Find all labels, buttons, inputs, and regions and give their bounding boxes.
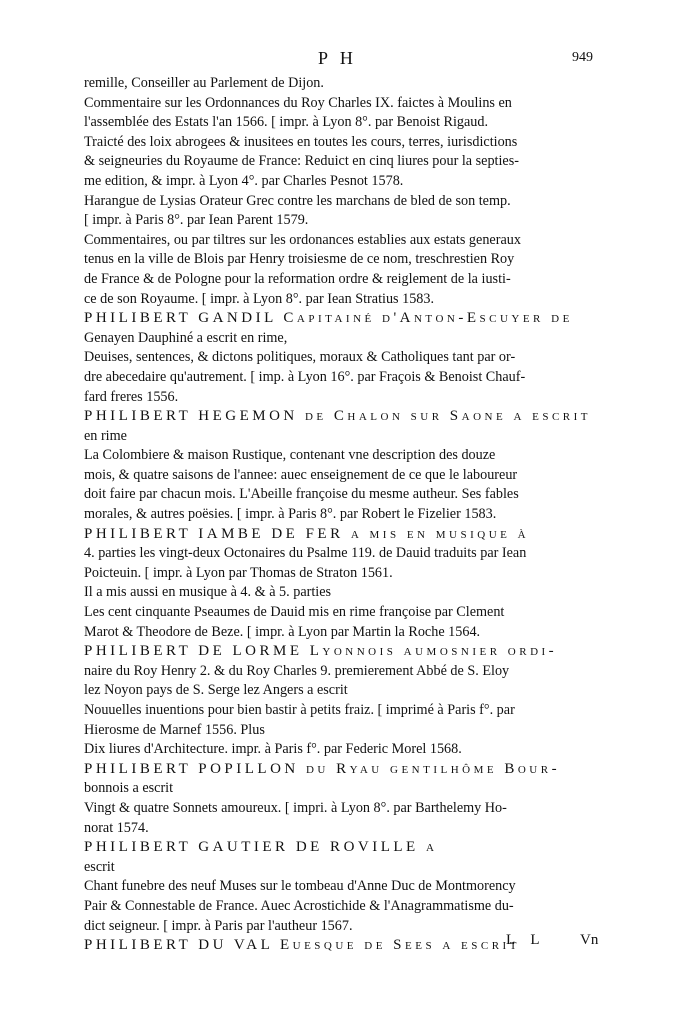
page-footer [0,932,696,956]
catchword: Vn [580,932,599,948]
text-line: norat 1574. [84,819,149,836]
text-line: l'assemblée des Estats l'an 1566. [ impr. à Lyon 8°. par Benoist Rigaud. [84,114,489,131]
text-line: me edition, & impr. à Lyon 4°. par Charles Pesnot 1578. [84,172,404,189]
text-line: Vingt & quatre Sonnets amoureux. [ impri. à Lyon 8°. par Barthelemy Ho- [84,799,507,816]
text-line: Harangue de Lysias Orateur Grec contre les marchans de bled de son temp. [84,192,511,209]
text-line: dict seigneur. [ impr. à Paris par l'autheur 1567. [84,917,353,934]
text-line: mois, & quatre saisons de l'annee: auec enseignement de ce que le laboureur [84,466,518,483]
text-line: & seigneuries du Royaume de France: Reduict en cinq liures pour la septies- [84,153,519,170]
author-entry-line: PHILIBERT GAUTIER DE ROVILLE a [84,839,438,856]
author-entry-line: PHILIBERT HEGEMON de Chalon sur Saone a escrit [84,408,592,425]
text-line: escrit [84,858,115,875]
page-header [0,48,696,72]
text-line: Deuises, sentences, & dictons politiques, moraux & Catholiques tant par or- [84,349,516,366]
text-line: Nouuelles inuentions pour bien bastir à petits fraiz. [ imprimé à Paris f°. par [84,702,515,718]
text-line: [ impr. à Paris 8°. par Iean Parent 1579. [84,212,309,229]
text-line: tenus en la ville de Blois par Henry troisiesme de ce nom, treschrestien Roy [84,251,515,268]
text-line: remille, Conseiller au Parlement de Dijon. [84,75,324,91]
text-line: lez Noyon pays de S. Serge lez Angers a escrit [84,682,348,699]
author-entry-line: PHILIBERT IAMBE DE FER a mis en musique à [84,525,530,542]
text-line: de France & de Pologne pour la reformation ordre & reiglement de la iusti- [84,270,511,287]
text-line: doit faire par chacun mois. L'Abeille françoise du mesme autheur. Ses fables [84,486,519,503]
author-entry-line: PHILIBERT POPILLON du Ryau gentilhôme Bour- [84,760,561,777]
author-entry-line: PHILIBERT DU VAL Euesque de Sees a escrit [84,937,520,954]
text-line: bonnois a escrit [84,780,174,797]
text-block [84,74,616,956]
text-line: Commentaire sur les Ordonnances du Roy Charles IX. faictes à Moulins en [84,94,512,111]
text-line: Chant funebre des neuf Muses sur le tombeau d'Anne Duc de Montmorency [84,878,516,895]
text-line: 4. parties les vingt-deux Octonaires du Psalme 119. de Dauid traduits par Iean [84,545,527,562]
text-line: La Colombiere & maison Rustique, contenant vne description des douze [84,447,496,464]
text-line: morales, & autres poësies. [ impr. à Paris 8°. par Robert le Fizelier 1583. [84,506,497,523]
author-entry-line: PHILIBERT DE LORME Lyonnois aumosnier ordi- [84,643,558,660]
text-line: Pair & Connestable de France. Auec Acrostichide & l'Anagrammatisme du- [84,897,514,914]
text-line: en rime [84,427,127,444]
text-line: Marot & Theodore de Beze. [ impr. à Lyon par Martin la Roche 1564. [84,623,481,640]
text-line: naire du Roy Henry 2. & du Roy Charles 9. premierement Abbé de S. Eloy [84,662,510,679]
author-entry-line: PHILIBERT GANDIL Capitainé d'Anton-Escuyer de [84,310,573,327]
text-line: Traicté des loix abrogees & inusitees en toutes les cours, terres, iurisdictions [84,133,518,150]
page-number: 949 [572,50,593,65]
signature-mark: L L [506,932,546,948]
text-line: Commentaires, ou par tiltres sur les ordonances establies aux estats generaux [84,231,521,248]
text-line: Genayen Dauphiné a escrit en rime, [84,329,288,346]
text-line: fard freres 1556. [84,388,179,405]
text-line: Hierosme de Marnef 1556. Plus [84,721,265,738]
running-title: P H [318,48,357,68]
text-line: ce de son Royaume. [ impr. à Lyon 8°. par Iean Stratius 1583. [84,290,435,307]
text-line: dre abecedaire qu'autrement. [ imp. à Lyon 16°. par Fraçois & Benoist Chauf- [84,368,526,385]
text-line: Poicteuin. [ impr. à Lyon par Thomas de Straton 1561. [84,564,393,581]
text-line: Les cent cinquante Pseaumes de Dauid mis en rime françoise par Clement [84,604,505,621]
text-line: Il a mis aussi en musique à 4. & à 5. parties [84,584,332,601]
text-line: Dix liures d'Architecture. impr. à Paris f°. par Federic Morel 1568. [84,741,462,758]
